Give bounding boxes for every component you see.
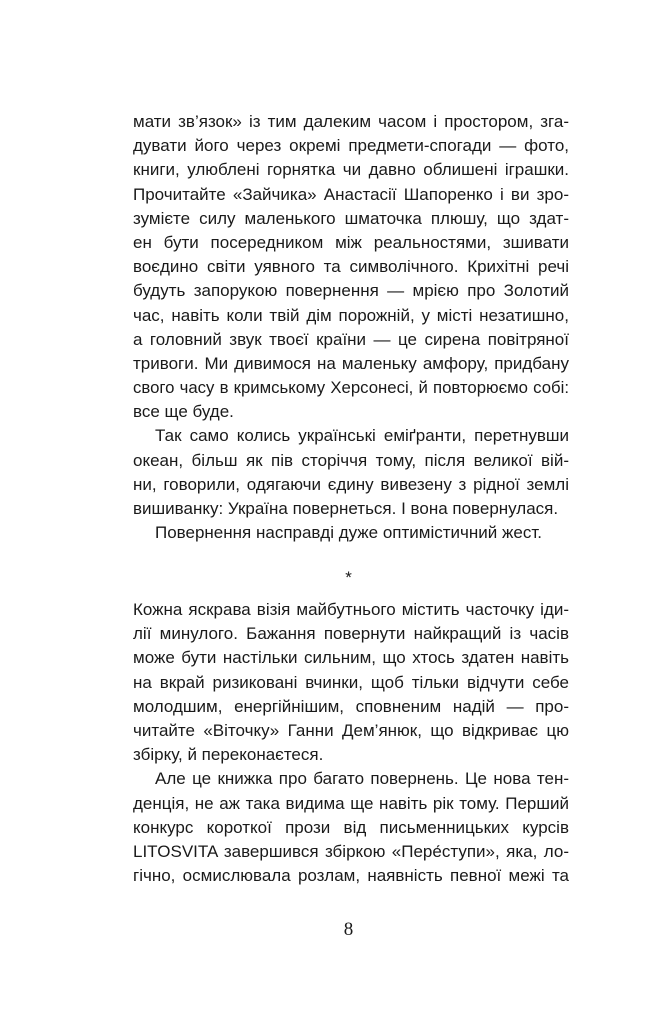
text-line: зумієте силу маленького шматочка плюшу, що здат-: [133, 208, 569, 228]
text-line: Кожна яскрава візія майбутнього містить часточку іди-: [133, 600, 569, 619]
text-line: збірку, й переконаєтеся.: [133, 745, 324, 765]
text-line: ен бути посередником між реальностями, зшивати: [133, 232, 569, 252]
text-line: книги, улюблені горнятка чи давно облишені іграшки.: [133, 160, 569, 180]
page-number: 8: [343, 919, 354, 940]
text-line: Так само колись українські еміґранти, перетнувши: [155, 426, 569, 446]
text-line: ни, говорили, одягаючи єдину вивезену з рідної землі: [133, 474, 569, 494]
text-line: дувати його через окремі предмети-спогади — фото,: [133, 136, 569, 156]
text-line: воєдино світи уявного та символічного. Крихітні речі: [133, 257, 569, 277]
text-section-1: [133, 110, 569, 545]
section-separator: *: [345, 568, 352, 587]
text-line: а головний звук твоєї країни — це сирена повітряної: [133, 329, 569, 349]
text-line: лії минулого. Бажання повернути найкращий із часів: [133, 624, 569, 644]
text-line: мати зв’язок» із тим далеким часом і простором, зга-: [133, 112, 569, 131]
text-line: LITOSVITA завершився збіркою «Пере́ступи», яка, ло-: [133, 841, 569, 861]
text-line: молодшим, енергійнішим, сповненим надій — про-: [133, 696, 569, 716]
text-line: конкурс короткої прози від письменницьких курсів: [133, 817, 569, 837]
text-line: все ще буде.: [133, 402, 234, 422]
text-line: гічно, осмислювала розлам, наявність певної межі та: [133, 866, 569, 886]
text-line: вишиванку: Україна повернеться. І вона повернулася.: [133, 499, 559, 518]
text-line: будуть запорукою повернення — мрією про Золотий: [133, 281, 569, 301]
text-line: Прочитайте «Зайчика» Анастасії Шапоренко і ви зро-: [133, 184, 569, 204]
text-line: тривоги. Ми дивимося на маленьку амфору, придбану: [133, 353, 569, 373]
text-line: може бути настільки сильним, що хтось здатен навіть: [133, 648, 569, 668]
text-line: денція, не аж така видима ще навіть рік тому. Перший: [133, 793, 569, 813]
text-section-2: [133, 598, 569, 888]
text-line: свого часу в кримському Херсонесі, й повторюємо собі:: [133, 378, 569, 398]
text-line: час, навіть коли твій дім порожній, у місті незатишно,: [133, 305, 569, 325]
text-line: Повернення насправді дуже оптимістичний жест.: [155, 523, 542, 543]
text-line: на вкрай ризиковані вчинки, щоб тільки відчути себе: [133, 672, 569, 692]
text-line: Але це книжка про багато повернень. Це нова тен-: [155, 769, 569, 789]
text-line: читайте «Віточку» Ганни Дем’янюк, що відкриває цю: [133, 720, 569, 740]
text-line: океан, більш як пів сторіччя тому, після великої вій-: [133, 450, 569, 470]
